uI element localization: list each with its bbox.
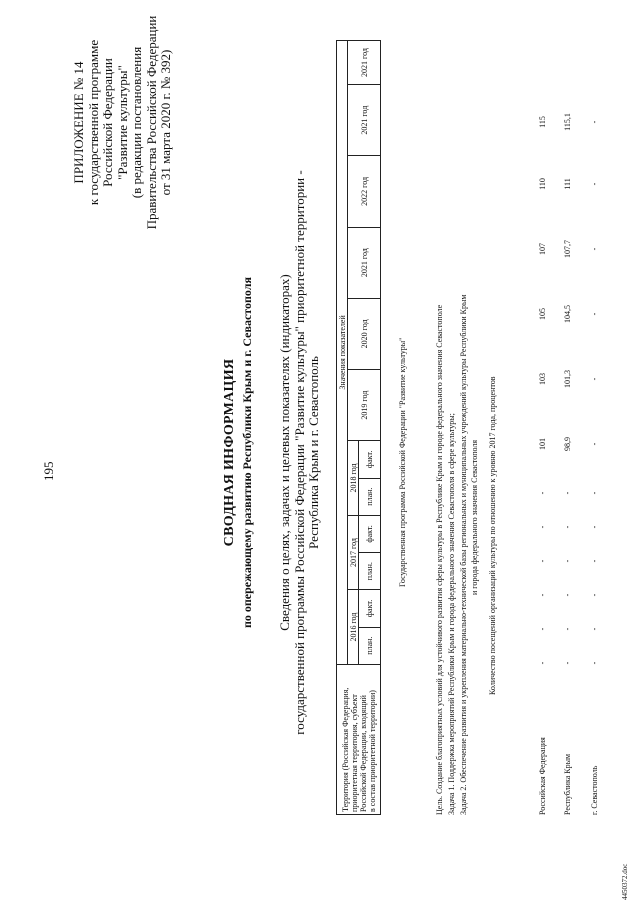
territory-header-line: в состав приоритетной территории)	[367, 690, 377, 812]
year-header-2018: 2018 год	[348, 441, 359, 516]
row-value-cell: -	[590, 661, 599, 665]
row-value-cell: -	[538, 593, 547, 597]
row-value-cell: -	[590, 491, 599, 495]
row-value-cell: -	[538, 559, 547, 563]
program-name: Государственная программа Российской Федерации "Развитие культуры"	[398, 337, 407, 587]
row-value-cell: -	[590, 559, 599, 563]
description-line: Сведения о целях, задачах и целевых показателях (индикаторах)	[277, 274, 292, 631]
appendix-line: ПРИЛОЖЕНИЕ № 14	[71, 61, 86, 184]
row-value-cell: -	[563, 559, 572, 563]
row-value-cell: -	[538, 627, 547, 631]
program-task-2: Задача 2. Обеспечение развития и укрепления материально-технической базы региональных и муниципальных учреждений культуры Республики Крым	[459, 294, 468, 815]
year-header-2022: 2022 год	[348, 156, 381, 227]
row-value-cell: 104,5	[563, 305, 572, 323]
row-value-cell: -	[538, 661, 547, 665]
fact-header: факт.	[359, 441, 381, 478]
year-header-2019: 2019 год	[348, 370, 381, 441]
row-value-cell: 107	[538, 243, 547, 255]
appendix-line: к государственной программе	[85, 39, 101, 206]
fact-header: факт.	[359, 590, 381, 627]
row-territory-name: г. Севастополь	[590, 765, 599, 815]
description-line: государственной программы Российской Федерации "Развитие культуры" приоритетной территории -	[291, 170, 307, 735]
row-value-cell: -	[563, 491, 572, 495]
row-value-cell: 115,1	[563, 113, 572, 131]
territory-header-line: Российской Федерации, входящий	[358, 695, 368, 812]
territory-header-line: приоритетная территория, субъект	[349, 694, 359, 812]
row-value-cell: 111	[563, 178, 572, 190]
year-header-2016: 2016 год	[348, 590, 359, 665]
row-value-cell: 110	[538, 178, 547, 190]
appendix-line: "Развитие культуры"	[114, 65, 130, 180]
row-value-cell: -	[590, 247, 599, 251]
plan-header: план.	[359, 478, 381, 515]
appendix-line: (в редакции постановления	[129, 46, 144, 199]
row-value-cell: -	[563, 593, 572, 597]
document-code: 4450372.doc	[621, 863, 629, 900]
appendix-line: от 31 марта 2020 г. № 392)	[158, 49, 173, 196]
document-title: СВОДНАЯ ИНФОРМАЦИЯ	[222, 358, 237, 547]
row-value-cell: -	[590, 442, 599, 446]
year-header-2021-b: 2021 год	[348, 85, 381, 156]
row-value-cell: -	[538, 525, 547, 529]
row-value-cell: -	[590, 593, 599, 597]
row-value-cell: -	[538, 491, 547, 495]
row-value-cell: 103	[538, 373, 547, 385]
page-number: 195	[41, 461, 56, 481]
document-subtitle: по опережающему развитию Республики Крым и г. Севастополя	[240, 276, 254, 629]
territory-header-line: Территория (Российская Федерация,	[340, 687, 350, 812]
row-value-cell: -	[590, 627, 599, 631]
fact-header: факт.	[359, 515, 381, 552]
program-goal: Цель. Создание благоприятных условий для устойчивого развития сферы культуры в Республике Крым и городе федерального значения Севастополе	[435, 304, 444, 815]
program-task-1: Задача 1. Поддержка мероприятий Республики Крым и города федерального значения Севастополя в сфере культуры;	[447, 413, 456, 815]
values-header: Значения показателей	[337, 41, 348, 665]
plan-header: план.	[359, 627, 381, 664]
row-value-cell: 107,7	[563, 240, 572, 258]
appendix-header	[72, 0, 174, 265]
row-value-cell: 101	[538, 438, 547, 450]
year-header-2017: 2017 год	[348, 515, 359, 590]
row-value-cell: -	[590, 525, 599, 529]
year-header-2021: 2021 год	[348, 227, 381, 298]
row-value-cell: -	[563, 627, 572, 631]
row-value-cell: -	[590, 120, 599, 124]
row-value-cell: -	[590, 182, 599, 186]
row-value-cell: -	[590, 377, 599, 381]
table-description	[278, 100, 322, 805]
row-territory-name: Российская Федерация	[538, 737, 547, 815]
territory-column-header	[337, 664, 381, 814]
row-value-cell: 98,9	[563, 437, 572, 451]
row-value-cell: 115	[538, 116, 547, 128]
plan-header: план.	[359, 553, 381, 590]
row-value-cell: 101,3	[563, 370, 572, 388]
appendix-line: Правительства Российской Федерации	[143, 15, 159, 230]
year-header-2020: 2020 год	[348, 298, 381, 369]
row-territory-name: Республика Крым	[563, 753, 572, 815]
row-value-cell: -	[563, 525, 572, 529]
description-line: Республика Крым и г. Севастополь	[306, 356, 321, 549]
row-value-cell: -	[590, 312, 599, 316]
appendix-line: Российской Федерации	[100, 58, 115, 187]
row-value-cell: -	[563, 661, 572, 665]
year-header-2021-c: 2021 год	[348, 41, 381, 85]
program-task-2-continued: и города федерального значения Севастополя	[470, 439, 479, 595]
indicator-name: Количество посещений организаций культуры по отношению к уровню 2017 года, процентов	[488, 376, 497, 695]
indicators-table-header	[336, 40, 381, 815]
row-value-cell: 105	[538, 308, 547, 320]
